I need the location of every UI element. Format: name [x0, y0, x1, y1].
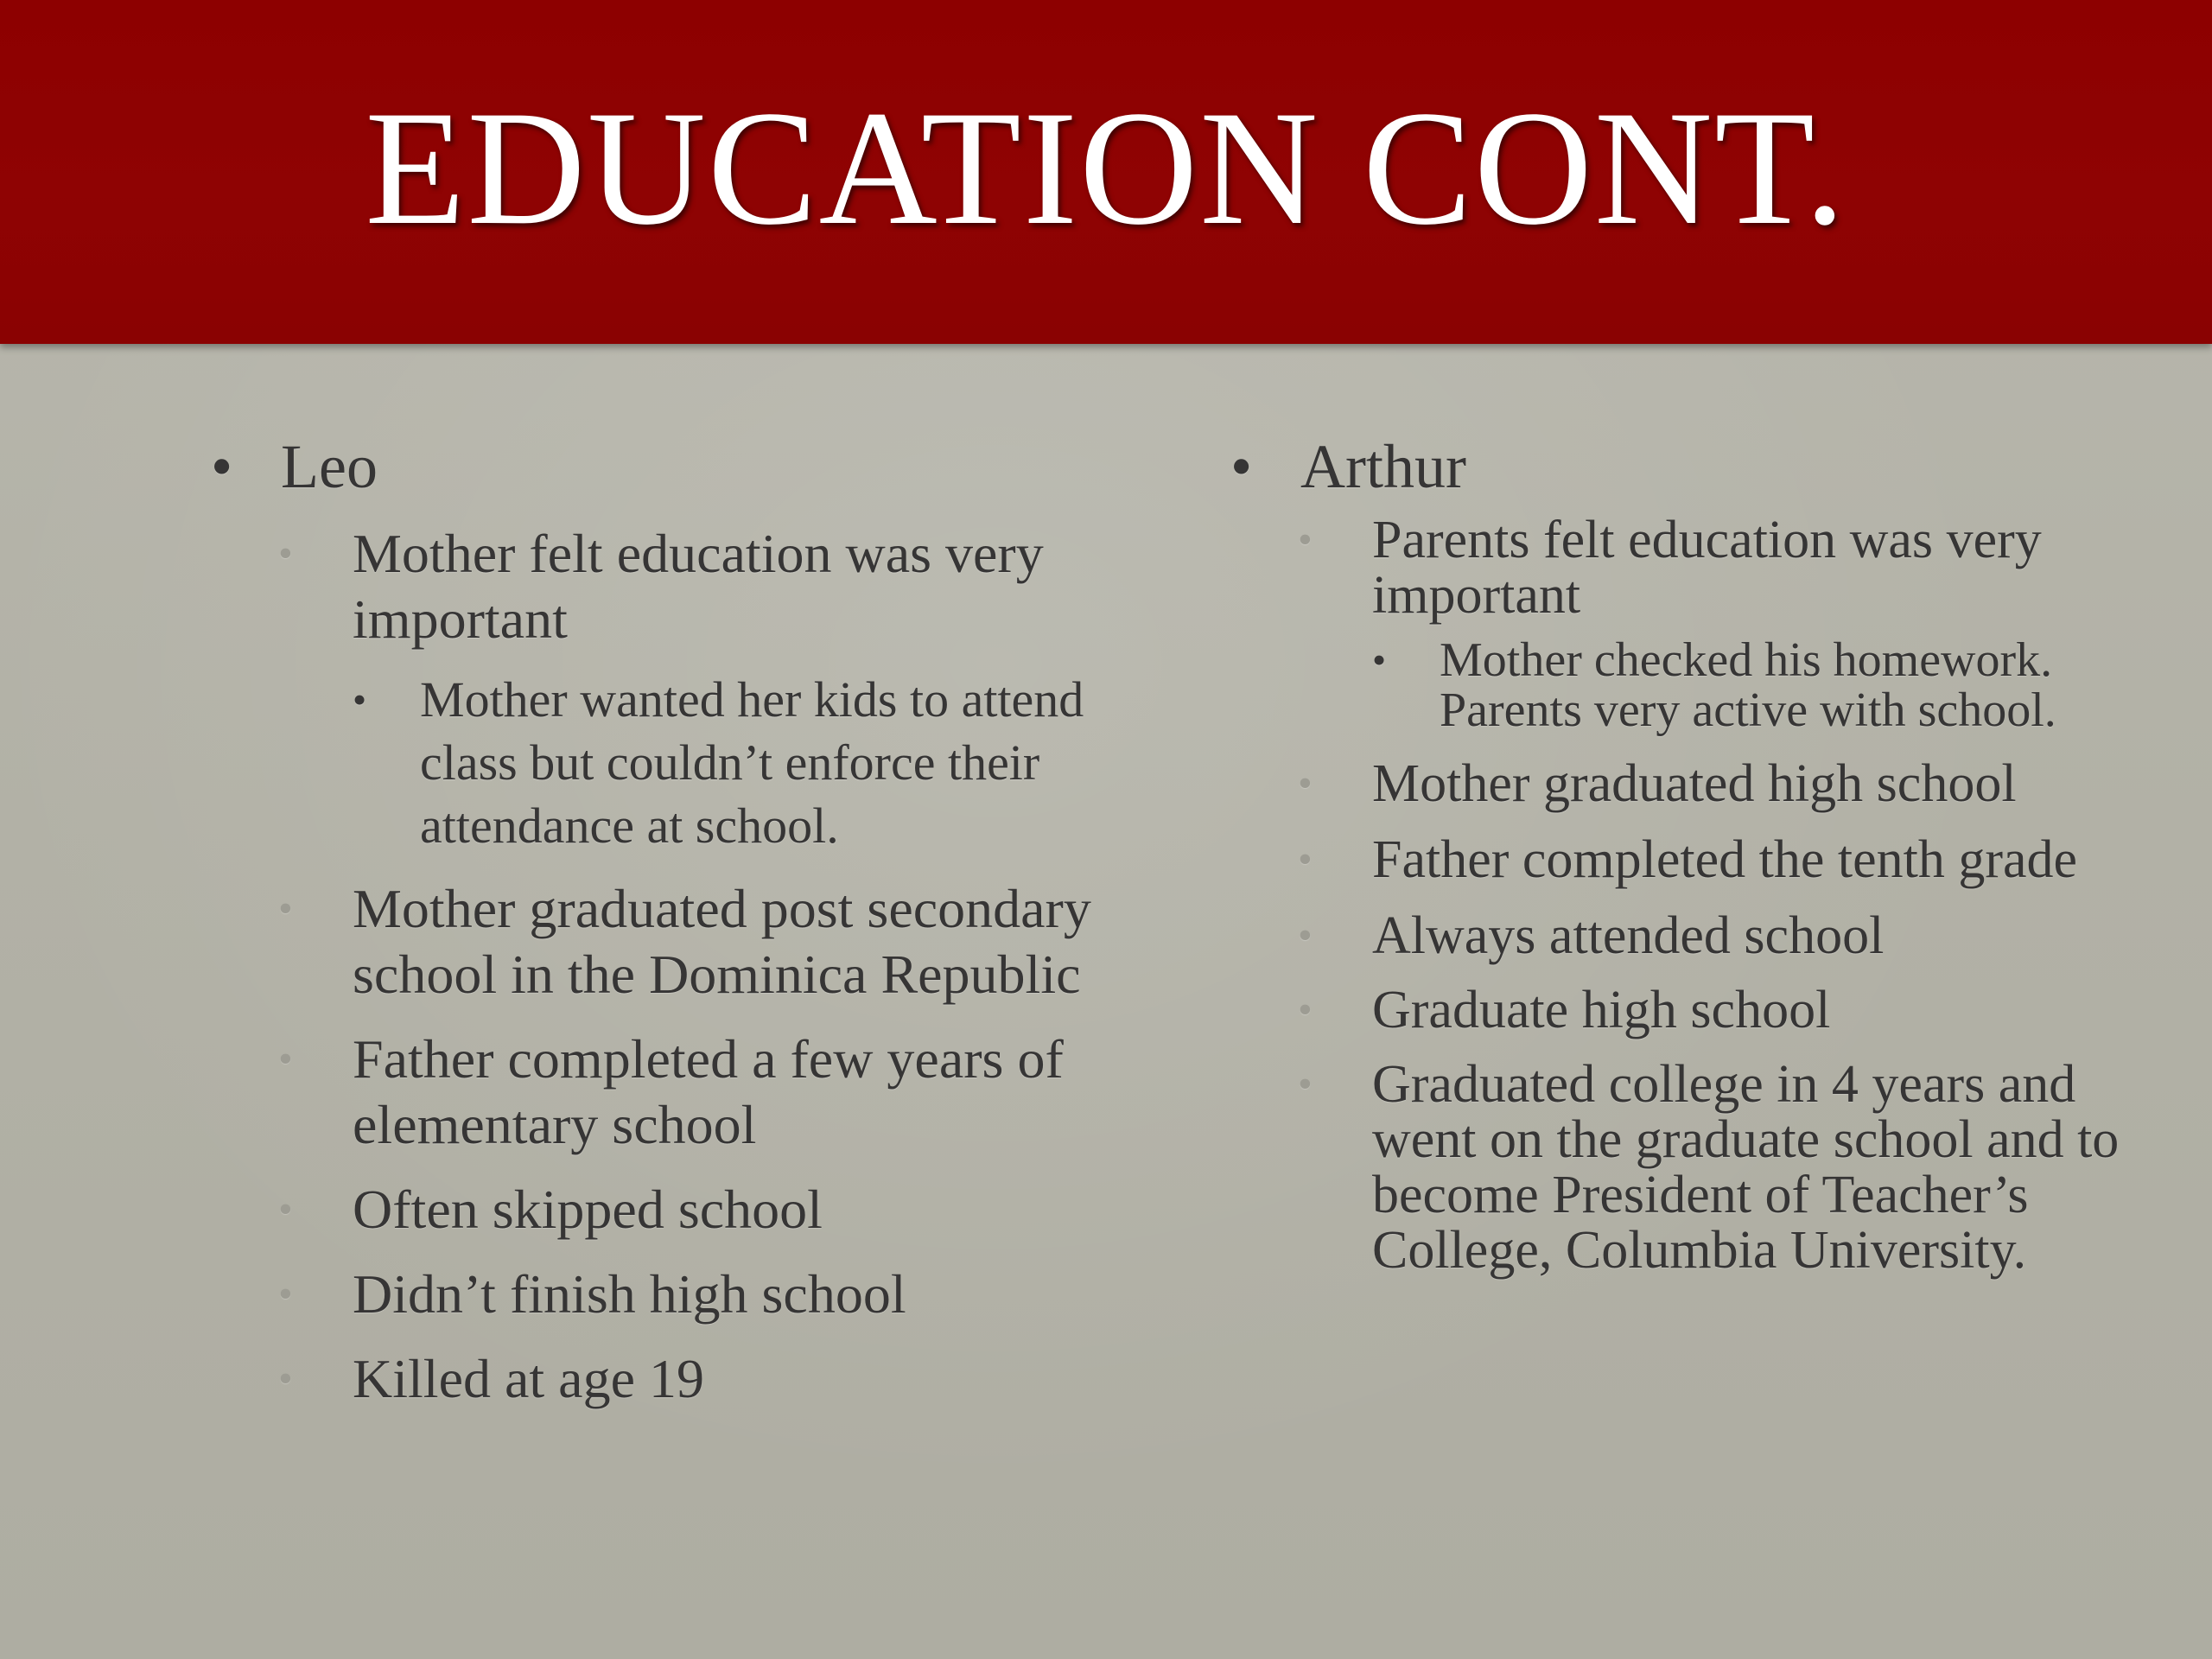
list-item-text: Father completed the tenth grade [1372, 830, 2078, 889]
column-arthur [1218, 428, 2177, 1278]
bullet-icon: • [1372, 638, 1387, 682]
list-item-text: Father completed a few years of elementary school [353, 1028, 1064, 1155]
bullet-icon: • [1298, 912, 1313, 958]
list-item [199, 1027, 1132, 1158]
column-leo [199, 428, 1132, 1412]
list-item-text: Mother graduated high school [1372, 754, 2017, 813]
column-heading: Leo [281, 432, 378, 501]
slide-title: EDUCATION CONT. [365, 78, 1847, 259]
bullet-icon: • [1298, 836, 1313, 882]
bullet-icon: • [1298, 760, 1313, 806]
bullet-icon: • [1298, 1061, 1313, 1107]
list-item-text: Graduate high school [1372, 981, 1831, 1039]
column-heading: Arthur [1300, 432, 1466, 501]
list-item [1218, 512, 2177, 623]
bullet-icon: • [278, 1186, 293, 1232]
list-item [1218, 1057, 2177, 1278]
list-item [199, 1262, 1132, 1327]
list-item [1218, 908, 2177, 963]
list-item-text: Killed at age 19 [353, 1348, 704, 1409]
sub-list-item [1218, 635, 2177, 735]
list-item-text: Didn’t finish high school [353, 1263, 906, 1325]
bullet-icon: • [353, 677, 367, 721]
list-item [199, 521, 1132, 652]
sub-list-item-text: Mother checked his homework. Parents very active with school. [1440, 633, 2056, 737]
list-item-text: Always attended school [1372, 906, 1885, 965]
list-item-text: Mother graduated post secondary school in the Dominica Republic [353, 878, 1091, 1005]
bullet-icon: • [278, 1036, 293, 1082]
list-item-text: Parents felt education was very important [1372, 511, 2042, 625]
bullet-icon: • [278, 531, 293, 576]
list-item [1218, 982, 2177, 1038]
bullet-icon: • [1298, 517, 1313, 563]
list-item [199, 1177, 1132, 1243]
list-item-text: Mother felt education was very important [353, 523, 1044, 650]
bullet-icon: • [1298, 987, 1313, 1033]
sub-list-item-text: Mother wanted her kids to attend class but couldn’t enforce their attendance at school. [420, 671, 1084, 854]
bullet-icon: • [278, 886, 293, 931]
list-item-heading [199, 428, 1132, 505]
list-item-text: Graduated college in 4 years and went on the graduate school and to become President of Teacher’s College, Columbia University. [1372, 1055, 2120, 1280]
bullet-icon: • [1230, 432, 1253, 501]
list-item [199, 1346, 1132, 1412]
bullet-icon: • [211, 432, 233, 501]
list-item [1218, 756, 2177, 811]
title-bar [0, 0, 2212, 344]
list-item [1218, 832, 2177, 887]
bullet-icon: • [278, 1356, 293, 1402]
sub-list-item [199, 668, 1132, 857]
list-item-text: Often skipped school [353, 1179, 823, 1240]
list-item-heading [1218, 428, 2177, 505]
bullet-icon: • [278, 1271, 293, 1317]
list-item [199, 876, 1132, 1007]
